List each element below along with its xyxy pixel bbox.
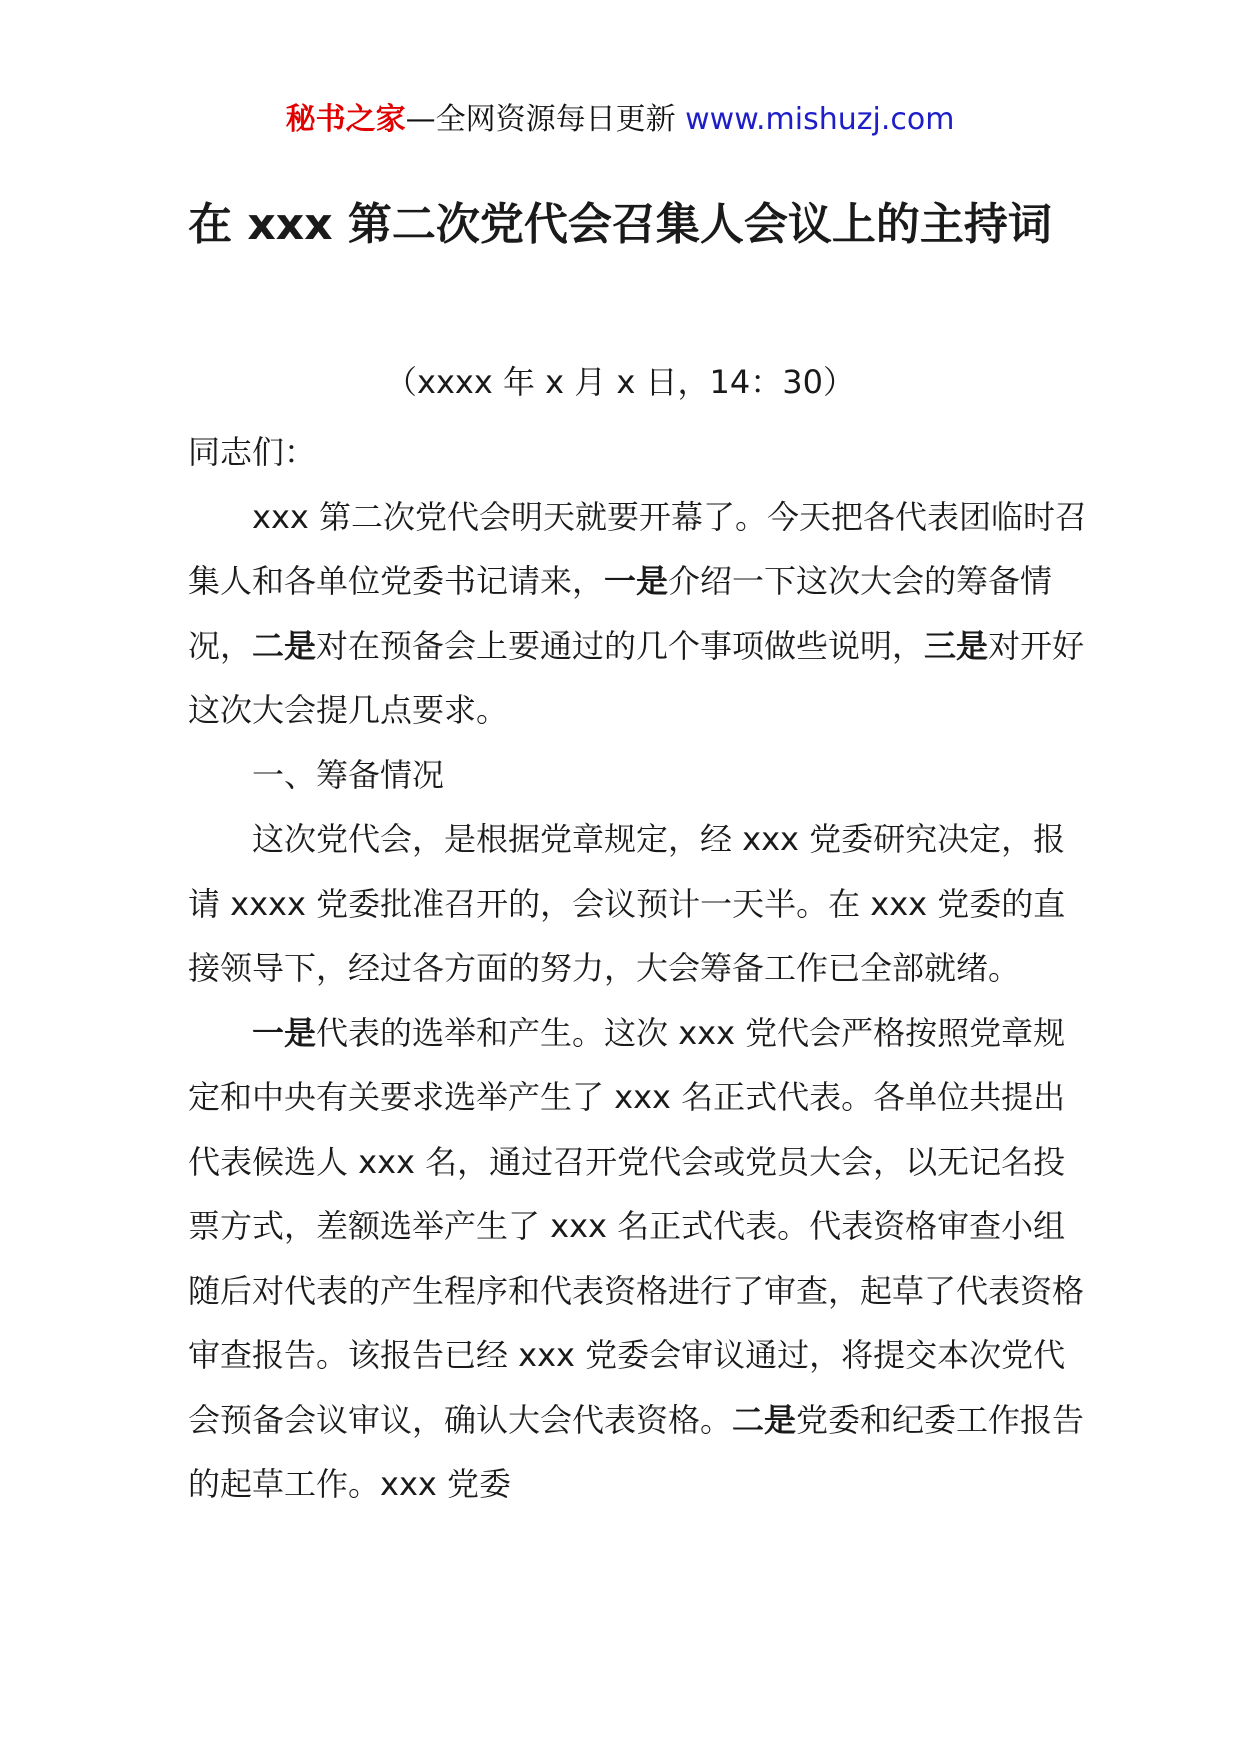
- site-header: [0, 98, 1240, 142]
- date-line: （xxxx 年 x 月 x 日，14：30）: [385, 363, 855, 401]
- paragraph-text: 代表的选举和产生。这次 xxx 党代会严格按照党章规定和中央有关要求选举产生了 xxx 名正式代表。各单位共提出代表候选人 xxx 名，通过召开党代会或党员大会，以无记名投票方式，差额选举产生了 xxx 名正式代表。代表资格审查小组随后对代表的产生程序和代表资格进行了审查，起草了代表资格审查报告。该报告已经 xxx 党委会审议通过，将提交本次党代会预备会议审议，确认大会代表资格。: [188, 1013, 1085, 1439]
- paragraph-text: xxx 第二次党代会明天就要开幕了。今天把各代表团临时召集人和各单位党委书记请来，: [188, 497, 1087, 600]
- paragraph-delegates: [188, 1001, 1088, 1517]
- paragraph-intro: [188, 485, 1088, 743]
- emphasis-second: 二是: [732, 1400, 797, 1439]
- document-body: [188, 420, 1088, 1517]
- section-heading: 一、筹备情况: [252, 755, 445, 794]
- paragraph-text: 对在预备会上要通过的几个事项做些说明，: [316, 626, 925, 665]
- site-url-link[interactable]: www.mishuzj.com: [685, 102, 955, 137]
- emphasis-third: 三是: [924, 626, 989, 665]
- emphasis-first: 一是: [604, 562, 669, 600]
- emphasis-first: 一是: [252, 1013, 317, 1052]
- paragraph-preparation: 这次党代会，是根据党章规定，经 xxx 党委研究决定，报请 xxxx 党委批准召开的，会议预计一天半。在 xxx 党委的直接领导下，经过各方面的努力，大会筹备工作已全部就绪。: [188, 820, 1066, 987]
- paragraph-text: 介绍一下这次大会的筹备情况，: [188, 562, 1053, 665]
- header-slogan: —全网资源每日更新: [405, 102, 686, 137]
- salutation: 同志们：: [188, 433, 317, 471]
- brand-name: 秘书之家: [285, 102, 406, 137]
- document-title: 在 xxx 第二次党代会召集人会议上的主持词: [188, 199, 1052, 250]
- paragraph-text: 对开好这次大会提几点要求。: [188, 626, 1085, 729]
- paragraph-text: 党委和纪委工作报告的起草工作。xxx 党委: [188, 1400, 1085, 1503]
- emphasis-second: 二是: [252, 626, 317, 665]
